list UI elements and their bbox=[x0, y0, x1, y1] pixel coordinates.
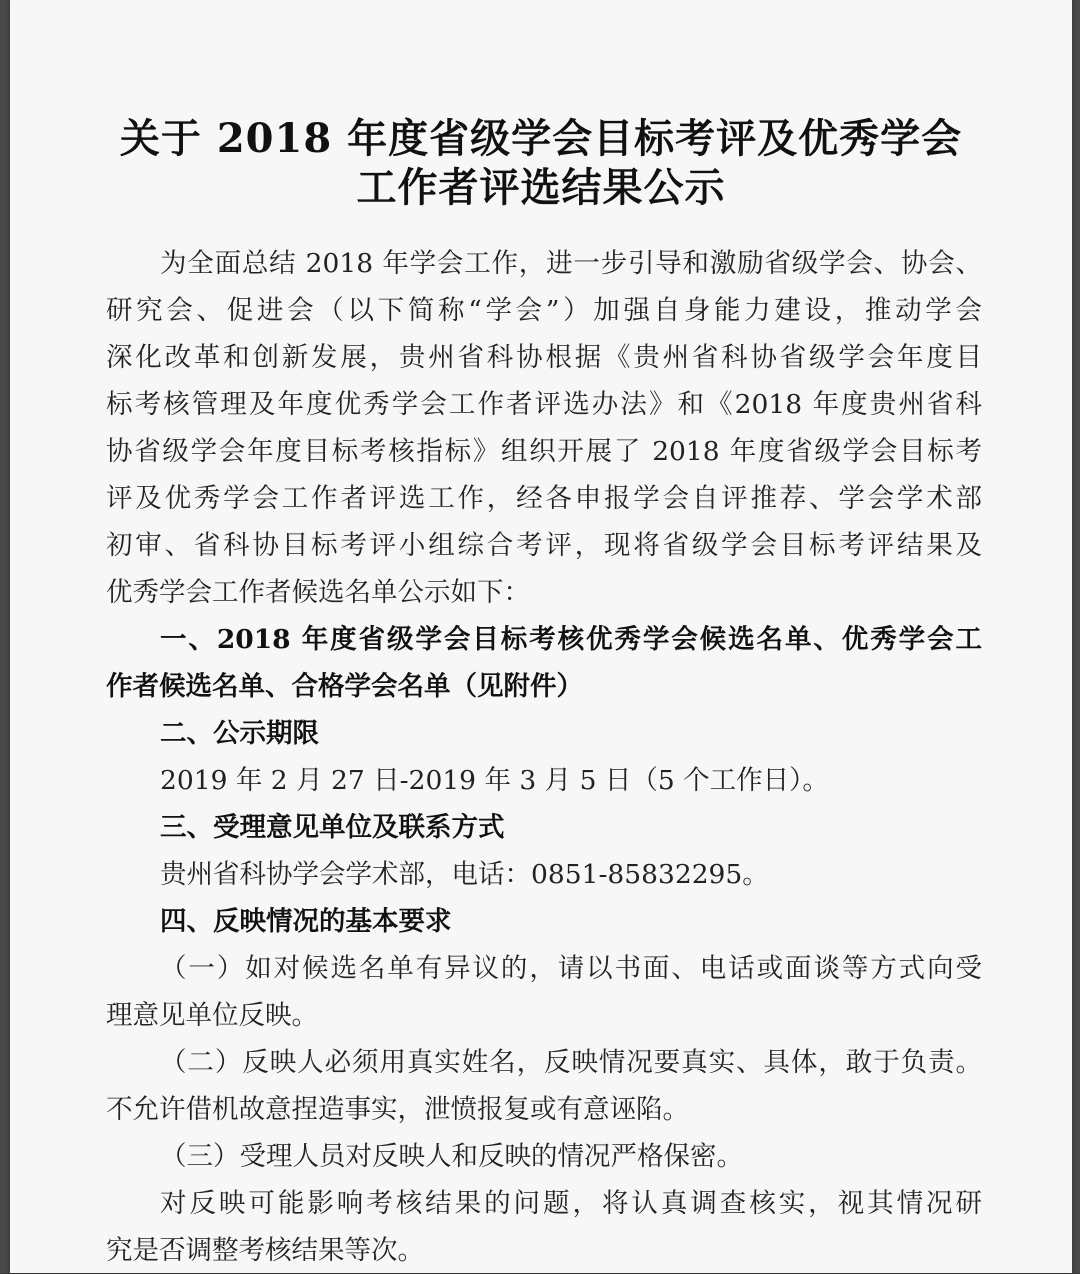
paragraph-line: 2019 年 2 月 27 日-2019 年 3 月 5 日（5 个工作日）。 bbox=[160, 765, 829, 796]
paragraph-line: 标考核管理及年度优秀学会工作者评选办法》和《2018 年度贵州省科 bbox=[106, 389, 982, 420]
paragraph-line: （三）受理人员对反映人和反映的情况严格保密。 bbox=[160, 1141, 743, 1172]
section-heading: 二、公示期限 bbox=[160, 718, 319, 749]
paragraph-line: 评及优秀学会工作者评选工作，经各申报学会自评推荐、学会学术部 bbox=[106, 483, 982, 514]
paragraph-line: 初审、省科协目标考评小组综合考评，现将省级学会目标考评结果及 bbox=[106, 530, 982, 561]
section-heading: 三、受理意见单位及联系方式 bbox=[160, 812, 505, 843]
paragraph-line: 深化改革和创新发展，贵州省科协根据《贵州省科协省级学会年度目 bbox=[106, 342, 982, 373]
paragraph-line: 为全面总结 2018 年学会工作，进一步引导和激励省级学会、协会、 bbox=[160, 248, 982, 279]
paragraph-line: 贵州省科协学会学术部，电话：0851-85832295。 bbox=[160, 859, 769, 890]
paragraph-line: 研究会、促进会（以下简称“学会”）加强自身能力建设，推动学会 bbox=[106, 295, 982, 326]
paragraph-line: 究是否调整考核结果等次。 bbox=[106, 1235, 424, 1266]
paragraph-line: 协省级学会年度目标考核指标》组织开展了 2018 年度省级学会目标考 bbox=[106, 436, 982, 467]
section-heading: 一、2018 年度省级学会目标考核优秀学会候选名单、优秀学会工 bbox=[160, 624, 982, 655]
paragraph-line: 理意见单位反映。 bbox=[106, 1000, 318, 1031]
document-title-line-1: 关于 2018 年度省级学会目标考评及优秀学会 bbox=[119, 115, 963, 162]
paragraph-line: 不允许借机故意捏造事实，泄愤报复或有意诬陷。 bbox=[106, 1094, 689, 1125]
document-body bbox=[106, 240, 982, 1274]
section-heading: 作者候选名单、合格学会名单（见附件） bbox=[106, 671, 583, 702]
document-page bbox=[10, 0, 1072, 1273]
document-title-line-2: 工作者评选结果公示 bbox=[356, 164, 726, 211]
paragraph-line: 对反映可能影响考核结果的问题，将认真调查核实，视其情况研 bbox=[160, 1188, 982, 1219]
paragraph-line: （二）反映人必须用真实姓名，反映情况要真实、具体，敢于负责。 bbox=[160, 1047, 982, 1078]
section-heading: 四、反映情况的基本要求 bbox=[160, 906, 452, 937]
paragraph-line: （一）如对候选名单有异议的，请以书面、电话或面谈等方式向受 bbox=[160, 953, 982, 984]
paragraph-line: 优秀学会工作者候选名单公示如下： bbox=[106, 577, 530, 608]
